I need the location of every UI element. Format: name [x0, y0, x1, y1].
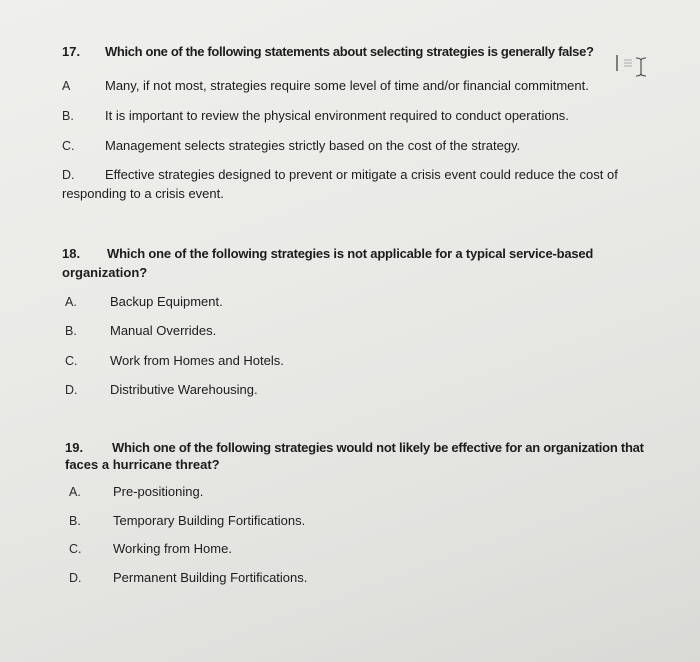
option-text: It is important to review the physical environment required to conduct operations. — [105, 108, 569, 123]
option-letter: C. — [62, 139, 75, 153]
option-text: Working from Home. — [113, 541, 232, 556]
option-letter: C. — [65, 354, 78, 368]
option-letter: A. — [65, 295, 77, 309]
option-text: Temporary Building Fortifications. — [113, 513, 306, 528]
question-text: Which one of the following strategies would not likely be effective for an organization that — [112, 440, 644, 455]
option-letter: B. — [62, 109, 74, 123]
option-text: Work from Homes and Hotels. — [110, 353, 284, 368]
option-text: Backup Equipment. — [110, 294, 223, 309]
question-text: Which one of the following statements about selecting strategies is generally false? — [105, 44, 594, 59]
option-text: Many, if not most, strategies require some level of time and/or financial commitment. — [105, 78, 589, 93]
option-letter: B. — [65, 324, 77, 338]
option-letter: D. — [65, 383, 78, 397]
question-number: 17. — [62, 44, 81, 59]
option-letter: D. — [62, 168, 75, 182]
text-cursor-icon — [615, 52, 655, 78]
option-text: Management selects strategies strictly based on the cost of the strategy. — [105, 138, 521, 153]
question-number: 18. — [62, 246, 81, 261]
option-text-continued: responding to a crisis event. — [62, 186, 224, 201]
question-text: Which one of the following strategies is not applicable for a typical service-based — [107, 246, 594, 261]
option-letter: A. — [69, 485, 81, 499]
option-text: Effective strategies designed to prevent or mitigate a crisis event could reduce the cost of — [105, 167, 618, 182]
option-text: Manual Overrides. — [110, 323, 217, 338]
option-letter: A — [62, 79, 71, 93]
option-letter: B. — [69, 514, 81, 528]
option-text: Pre-positioning. — [113, 484, 204, 499]
question-number: 19. — [65, 440, 84, 455]
question-text-continued: organization? — [62, 265, 148, 280]
option-text: Distributive Warehousing. — [110, 382, 258, 397]
option-text: Permanent Building Fortifications. — [113, 570, 308, 585]
question-text-continued: faces a hurricane threat? — [65, 457, 220, 472]
option-letter: C. — [69, 542, 82, 556]
option-letter: D. — [69, 571, 82, 585]
